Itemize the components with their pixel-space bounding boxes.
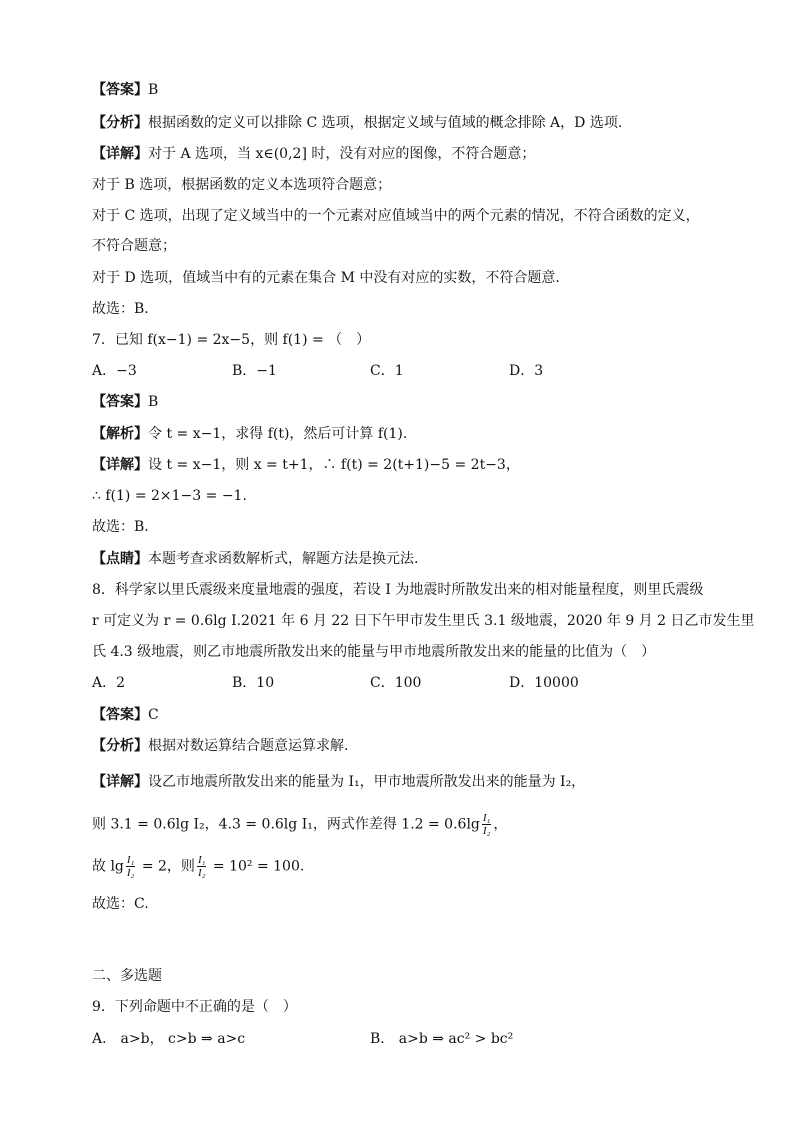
detail-tag: 【详解】 xyxy=(92,146,148,162)
analysis-text: 根据对数运算结合题意运算求解. xyxy=(148,738,349,754)
detail-text: = 10² = 100. xyxy=(208,858,305,875)
fraction-numerator: I₁ xyxy=(126,854,135,866)
q7-detail-line-1 xyxy=(92,455,520,475)
q7-option-c: C．1 xyxy=(370,363,404,379)
answer-value: B xyxy=(148,394,159,410)
q9-stem: 9．下列命题中不正确的是（ ） xyxy=(92,999,297,1015)
fraction-numerator: I₁ xyxy=(197,854,206,866)
fraction-numerator: I₁ xyxy=(482,812,491,824)
fraction-denominator: I₂ xyxy=(197,867,206,879)
detail-text: 设乙市地震所散发出来的能量为 I₁，甲市地震所散发出来的能量为 I₂， xyxy=(148,774,586,790)
fraction-denominator: I₂ xyxy=(482,825,491,837)
detail-text: ， xyxy=(493,816,508,833)
q7-answer-line xyxy=(92,392,158,412)
comment-text: 本题考查求函数解析式，解题方法是换元法. xyxy=(148,551,419,567)
q8-option-b: B．10 xyxy=(232,675,275,691)
q8-option-d: D．10000 xyxy=(509,675,579,691)
q8-detail-line-2 xyxy=(92,812,507,837)
q7-detail-line-2: ∴ f(1) = 2×1−3 = −1. xyxy=(92,488,247,504)
analysis-tag: 【分析】 xyxy=(92,738,148,754)
q8-stem-line-3: 氏 4.3 级地震，则乙市地震所散发出来的能量与甲市地震所散发出来的能量的比值为（ ） xyxy=(92,644,656,660)
detail-text: 故 lg xyxy=(92,858,124,875)
q6-analysis-line xyxy=(92,113,622,133)
q8-detail-line-1 xyxy=(92,772,585,792)
answer-tag: 【答案】 xyxy=(92,707,148,723)
q7-comment-line xyxy=(92,549,418,569)
q6-detail-line-5: 对于 D 选项，值域当中有的元素在集合 M 中没有对应的实数，不符合题意. xyxy=(92,270,560,286)
q8-option-c: C．100 xyxy=(370,675,422,691)
q6-detail-line-4: 不符合题意； xyxy=(92,238,176,254)
q9-option-b: B． a>b ⇒ ac² > bc² xyxy=(370,1031,514,1047)
fraction-i1-over-i2 xyxy=(482,812,492,837)
q7-option-a: A．−3 xyxy=(92,363,137,379)
q6-detail-line-2: 对于 B 选项，根据函数的定义本选项符合题意； xyxy=(92,177,392,193)
detail-tag: 【详解】 xyxy=(92,774,148,790)
detail-tag: 【详解】 xyxy=(92,457,148,473)
q6-detail-line-1 xyxy=(92,144,535,164)
q7-option-d: D．3 xyxy=(509,363,544,379)
analysis-tag: 【解析】 xyxy=(92,426,148,442)
analysis-tag: 【分析】 xyxy=(92,115,148,131)
answer-tag: 【答案】 xyxy=(92,394,148,410)
analysis-text: 根据函数的定义可以排除 C 选项，根据定义域与值域的概念排除 A，D 选项. xyxy=(148,115,623,131)
q8-analysis-line xyxy=(92,736,348,756)
q6-choose: 故选：B. xyxy=(92,301,149,317)
q7-stem: 7．已知 f(x−1) = 2x−5，则 f(1) = （ ） xyxy=(92,332,371,348)
q7-analysis-line xyxy=(92,424,407,444)
fraction-denominator: I₂ xyxy=(126,867,135,879)
q8-option-a: A．2 xyxy=(92,675,126,691)
answer-value: B xyxy=(148,82,159,98)
detail-text: 设 t = x−1，则 x = t+1，∴ f(t) = 2(t+1)−5 = 2t−3， xyxy=(148,457,520,473)
section-title: 二、多选题 xyxy=(92,968,162,984)
detail-text: = 2，则 xyxy=(137,858,195,875)
detail-text: 则 3.1 = 0.6lg I₂，4.3 = 0.6lg I₁，两式作差得 1.2 = 0.6lg xyxy=(92,816,480,833)
q8-choose: 故选：C. xyxy=(92,896,149,912)
comment-tag: 【点睛】 xyxy=(92,551,148,567)
answer-tag: 【答案】 xyxy=(92,82,148,98)
q7-option-b: B．−1 xyxy=(232,363,277,379)
q8-answer-line xyxy=(92,705,159,725)
answer-value: C xyxy=(148,707,159,723)
q8-detail-line-3 xyxy=(92,854,304,879)
q6-detail-line-3: 对于 C 选项，出现了定义域当中的一个元素对应值域当中的两个元素的情况，不符合函数的定义， xyxy=(92,208,700,224)
analysis-text: 令 t = x−1，求得 f(t)，然后可计算 f(1). xyxy=(148,426,408,442)
q8-stem-line-1: 8．科学家以里氏震级来度量地震的强度，若设 I 为地震时所散发出来的相对能量程度，则里氏震级 xyxy=(92,582,704,598)
q7-choose: 故选：B. xyxy=(92,519,149,535)
q9-option-a: A． a>b， c>b ⇒ a>c xyxy=(92,1031,246,1047)
fraction-i1-over-i2 xyxy=(197,854,207,879)
q8-stem-line-2: r 可定义为 r = 0.6lg I.2021 年 6 月 22 日下午甲市发生里氏 3.1 级地震，2020 年 9 月 2 日乙市发生里 xyxy=(92,613,755,629)
q6-answer-line xyxy=(92,80,158,100)
fraction-i1-over-i2 xyxy=(126,854,136,879)
detail-text: 对于 A 选项，当 x∈(0,2] 时，没有对应的图像，不符合题意； xyxy=(148,146,536,162)
